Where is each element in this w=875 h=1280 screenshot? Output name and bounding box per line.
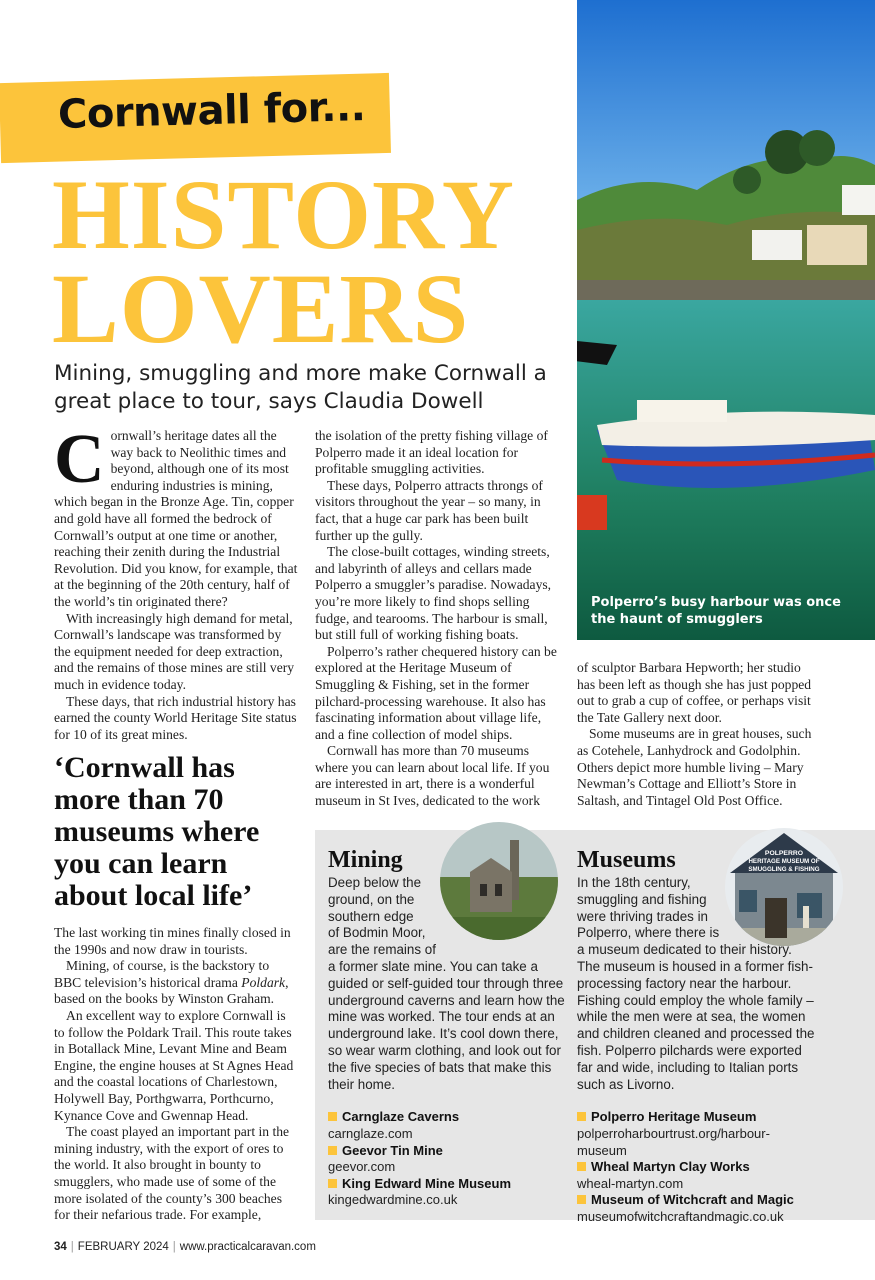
kicker-text: Cornwall for... [57, 83, 366, 139]
link-url[interactable]: wheal-martyn.com [577, 1175, 684, 1191]
link-name: Museum of Witchcraft and Magic [577, 1192, 817, 1209]
page-footer [54, 1241, 316, 1253]
museums-text-line: In the 18th century, [577, 875, 691, 890]
museums-section [577, 845, 820, 1226]
paragraph-text: Mining, of course, is the backstory to BBC television’s historical drama [54, 958, 270, 990]
mining-text-line: are the remains of [328, 942, 436, 958]
paragraph: These days, Polperro attracts throngs of visitors throughout the year – so many, in fact, that a huge car park has been built further up the gully. [315, 477, 543, 543]
link-url[interactable]: polperroharbourtrust.org/harbour-museum [577, 1125, 770, 1158]
link-name: King Edward Mine Museum [328, 1176, 568, 1193]
paragraph: Some museums are in great houses, such as Cotehele, Lanhydrock and Godolphin. Others depict more humble living – Mary Newman’s Cottage and Elliott’s Store in Saltash, and Tintagel Old Post Office. [577, 726, 812, 808]
issue-date: FEBRUARY 2024 [77, 1241, 169, 1253]
body-column-1 [54, 421, 298, 743]
paragraph: the isolation of the pretty fishing village of Polperro made it an ideal location for profitable smuggling activities. [315, 428, 548, 477]
body-column-1-lower [54, 925, 298, 1224]
title-line-1: HISTORY [52, 159, 515, 270]
link-name: Geevor Tin Mine [328, 1143, 568, 1160]
title-line-2: LOVERS [52, 253, 470, 364]
museums-text-line: smuggling and fishing [577, 891, 707, 907]
paragraph: The close-built cottages, winding streets, and labyrinth of alleys and cellars made Polperro a smuggler’s paradise. Nowadays, you’re more likely to find shops selling fudge, and tearooms. The harbour is small, but still full of working fishing boats. [315, 544, 552, 643]
museums-text-line: were thriving trades in [577, 908, 708, 924]
page-number: 34 [54, 1241, 67, 1253]
drop-cap: C [54, 421, 105, 498]
standfirst: Mining, smuggling and more make Cornwall a great place to tour, says Claudia Dowell [54, 361, 547, 414]
paragraph: Cornwall has more than 70 museums where you can learn about local life. If you are interested in art, there is a wonderful museum in St Ives, dedicated to the work [315, 743, 550, 809]
paragraph: An excellent way to explore Cornwall is to follow the Poldark Trail. This route takes in Botallack Mine, Levant Mine and Beam Engine, the engine houses at St Agnes Head and the coastal locations of Charlestown, Holywell Bay, Porthgwarra, Porthcurno, Kynance Cove and Gwennap Head. [54, 1007, 294, 1123]
paragraph: The coast played an important part in the mining industry, with the export of ores to the world. It also brought in bounty to smugglers, who made use of some of the more isolated of the county’s 300 beaches for their nefarious trade. For example, [54, 1124, 290, 1223]
paragraph-text: ornwall’s heritage dates all the way back to Neolithic times and beyond, although one of its most enduring industries is mining, which began in the Bronze Age. Tin, copper and gold have all formed the bedrock of Cornwall’s output at one time or another, reaching their zenith during the Industrial Revolution. Did you know, for example, that at the beginning of the 20th century, half of the world’s tin originated there? [54, 428, 298, 609]
mining-text [328, 875, 568, 1093]
link-name: Polperro Heritage Museum [577, 1109, 817, 1126]
mining-title: Mining [328, 847, 403, 873]
mining-text-line: southern edge [328, 908, 414, 924]
museum-sign-line-3: SMUGGLING & FISHING [748, 866, 820, 873]
pull-quote: ‘Cornwall has more than 70 museums where you can learn about local life’ [54, 751, 260, 912]
hero-caption: Polperro’s busy harbour was once the haunt of smugglers [591, 595, 841, 627]
page-title [52, 159, 572, 364]
mining-section [328, 845, 568, 1209]
paragraph [54, 958, 298, 1008]
paragraph: Polperro’s rather chequered history can be explored at the Heritage Museum of Smuggling & Fishing, set in the former pilchard-processing warehouse. It also has fascinating information about village life, and a fine collection of model ships. [315, 643, 557, 742]
paragraph: With increasingly high demand for metal, Cornwall’s landscape was transformed by the equipment needed for deep extraction, and the remains of those mines are still very much in evidence today. [54, 610, 295, 692]
mining-text-line: Deep below the [328, 875, 422, 890]
body-column-3 [577, 660, 821, 809]
show-title: Poldark [241, 974, 286, 990]
paragraph [54, 421, 298, 611]
museum-sign-line-2: HERITAGE MUSEUM OF [748, 858, 820, 865]
museums-text [577, 875, 817, 1093]
link-url[interactable]: geevor.com [328, 1159, 396, 1175]
harbour-illustration [577, 0, 875, 640]
museums-title: Museums [577, 847, 676, 873]
mining-text-rest: a former slate mine. You can take a guided or self-guided tour through three underground caverns and learn how the mine was worked. The tour ends at an underground lake. It’s cool down there, so wear warm clothing, and look out for the five species of bats that make this their home. [328, 958, 565, 1092]
museum-sign-line-1: POLPERRO [764, 850, 804, 857]
mining-text-line: of Bodmin Moor, [328, 925, 426, 941]
hero-photo-harbour [577, 0, 875, 640]
paragraph: These days, that rich industrial history has earned the county World Heritage Site status for 10 of its great mines. [54, 693, 297, 742]
mining-text-line: ground, on the [328, 891, 415, 907]
museums-text-line: Polperro, where there is [577, 925, 720, 941]
body-column-2 [315, 428, 559, 810]
website-link[interactable]: www.practicalcaravan.com [179, 1241, 316, 1253]
paragraph-text: , based on the books by Winston Graham. [54, 974, 289, 1007]
museums-links [577, 1109, 817, 1225]
mining-links [328, 1109, 568, 1209]
link-url[interactable]: museumofwitchcraftandmagic.co.uk [577, 1208, 784, 1224]
link-name: Wheal Martyn Clay Works [577, 1159, 817, 1176]
footer-separator: | [172, 1241, 176, 1253]
link-url[interactable]: carnglaze.com [328, 1125, 413, 1141]
link-url[interactable]: kingedwardmine.co.uk [328, 1192, 458, 1208]
link-name: Carnglaze Caverns [328, 1109, 568, 1126]
museums-text-rest: a museum dedicated to their history. The museum is housed in a former fish-processing factory near the harbour. Fishing could employ the whole family – while the men were at sea, the women and children cleaned and processed the fish. Polperro pilchards were exported far and wide, including to Italian ports such as Livorno. [577, 942, 815, 1092]
paragraph: The last working tin mines finally closed in the 1990s and now draw in tourists. [54, 925, 291, 957]
paragraph: of sculptor Barbara Hepworth; her studio has been left as though she has just popped out to grab a cup of coffee, or perhaps visit the Tate Gallery next door. [577, 660, 812, 725]
footer-separator: | [70, 1241, 74, 1253]
